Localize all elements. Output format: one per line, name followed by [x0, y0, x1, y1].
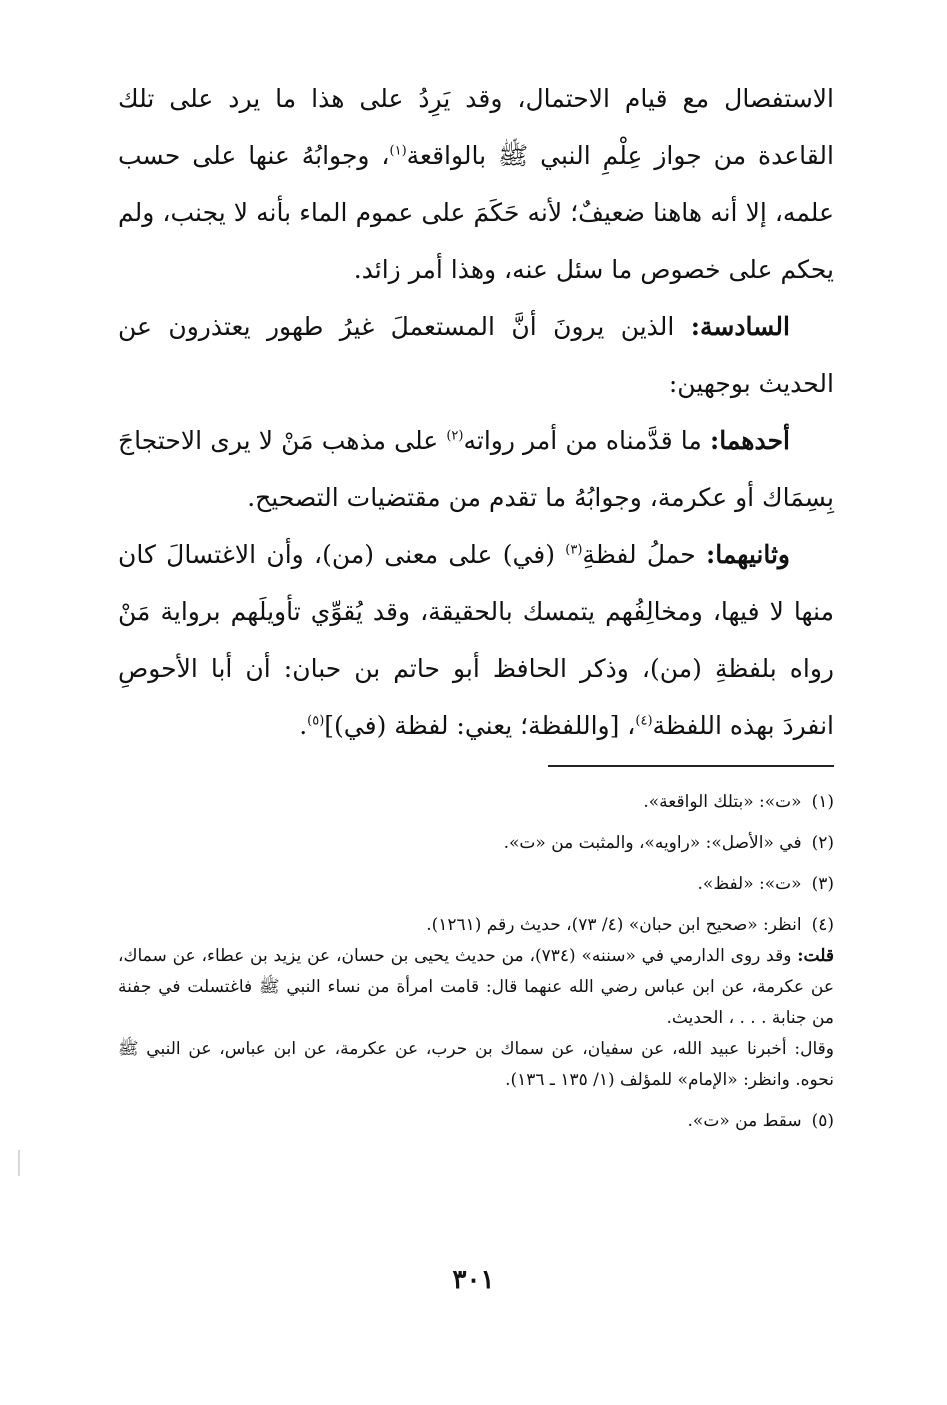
paragraph-4 [118, 526, 834, 754]
footnote-2-number: (٢) [811, 833, 834, 853]
page-number: ٣٠١ [452, 1265, 495, 1295]
body-text [118, 70, 834, 754]
footnote-ref-2: (٢) [446, 428, 464, 444]
footnote-separator [548, 765, 834, 767]
paragraph-4-text-b: (في) على معنى (من)، وأن الاغتسالَ كان منها لا فيها، ومخالِفُهم يتمسك بالحقيقة، وقد يُقوِّي تأويلَهم برواية مَنْ رواه بلفظةِ (من)، وذكر الحافظ أبو حاتم بن حبان: أن أبا الأحوصِ انفردَ بهذه اللفظة [118, 540, 834, 740]
footnote-1 [118, 787, 834, 818]
footnote-ref-1: (١) [389, 143, 407, 159]
paragraph-1-text: الاستفصال مع قيام الاحتمال، وقد يَرِدُ على هذا ما يرد على تلك القاعدة من جواز عِلْمِ النبي ﷺ بالواقعة [118, 84, 834, 170]
paragraph-2-text: الذين يرونَ أنَّ المستعملَ غيرُ طهور يعتذرون عن الحديث بوجهين: [118, 312, 834, 398]
paragraph-4-text-a: حملُ لفظةِ [582, 540, 706, 569]
footnote-4-number: (٤) [811, 915, 834, 935]
paragraph-3-text-a: ما قدَّمناه من أمر رواته [463, 426, 710, 455]
paragraph-1 [118, 70, 834, 298]
footnote-4-qal: وقال: أخبرنا عبيد الله، عن سفيان، عن سماك بن حرب، عن عكرمة، عن ابن عباس، عن النبي ﷺ نحوه. وانظر: «الإمام» للمؤلف (١/ ١٣٥ ـ ١٣٦). [118, 1039, 834, 1090]
footnote-3-number: (٣) [811, 874, 834, 894]
footnote-4-text: انظر: «صحيح ابن حبان» (٤/ ٧٣)، حديث رقم (١٢٦١). [426, 915, 802, 935]
margin-mark [18, 1150, 20, 1176]
footnote-ref-4: (٤) [635, 713, 653, 729]
footnote-1-number: (١) [811, 792, 834, 812]
footnote-ref-3: (٣) [565, 542, 583, 558]
footnote-2-text: في «الأصل»: «راويه»، والمثبت من «ت». [503, 833, 802, 853]
footnote-5-number: (٥) [811, 1111, 834, 1131]
paragraph-4-end: . [299, 711, 308, 740]
main-text-block [118, 70, 834, 754]
footnote-4-qult-text: وقد روى الدارمي في «سننه» (٧٣٤)، من حديث يحيى بن حسان، عن يزيد بن عطاء، عن سماك، عن عكرمة، عن ابن عباس رضي الله عنهما قال: قامت امرأة من نساء النبي ﷺ فاغتسلت في جفنة من جنابة . . . ، الحديث. [118, 946, 834, 1028]
footnote-4 [118, 910, 834, 941]
footnote-2 [118, 828, 834, 859]
footnote-4-qult [118, 941, 834, 1034]
footnote-5-text: سقط من «ت». [687, 1111, 802, 1131]
footnote-5 [118, 1106, 834, 1137]
paragraph-4-text-c: ، [واللفظة؛ يعني: لفظة (في)] [324, 711, 636, 740]
paragraph-1-rest: ، وجوابُهُ عنها على حسب علمه، إلا أنه هاهنا ضعيفٌ؛ لأنه حَكَمَ على عموم الماء بأنه لا يجنب، ولم يحكم على خصوص ما سئل عنه، وهذا أمر زائد. [118, 141, 834, 284]
paragraph-4-label: وثانيهما: [706, 540, 790, 569]
paragraph-3-label: أحدهما: [709, 426, 790, 455]
footnotes-block [118, 787, 834, 1147]
footnote-3 [118, 869, 834, 900]
footnote-3-text: «ت»: «لفظ». [697, 874, 802, 894]
paragraph-3-text-b: على مذهب مَنْ لا يرى الاحتجاجَ بِسِمَاك أو عكرمة، وجوابُهُ ما تقدم من مقتضيات التصحيح. [118, 426, 834, 512]
paragraph-3 [118, 412, 834, 526]
footnote-4-qult-label: قلت: [797, 946, 834, 966]
footnote-ref-5: (٥) [307, 713, 325, 729]
paragraph-2 [118, 298, 834, 412]
footnote-1-text: «ت»: «بتلك الواقعة». [643, 792, 802, 812]
paragraph-2-label: السادسة: [690, 312, 790, 341]
